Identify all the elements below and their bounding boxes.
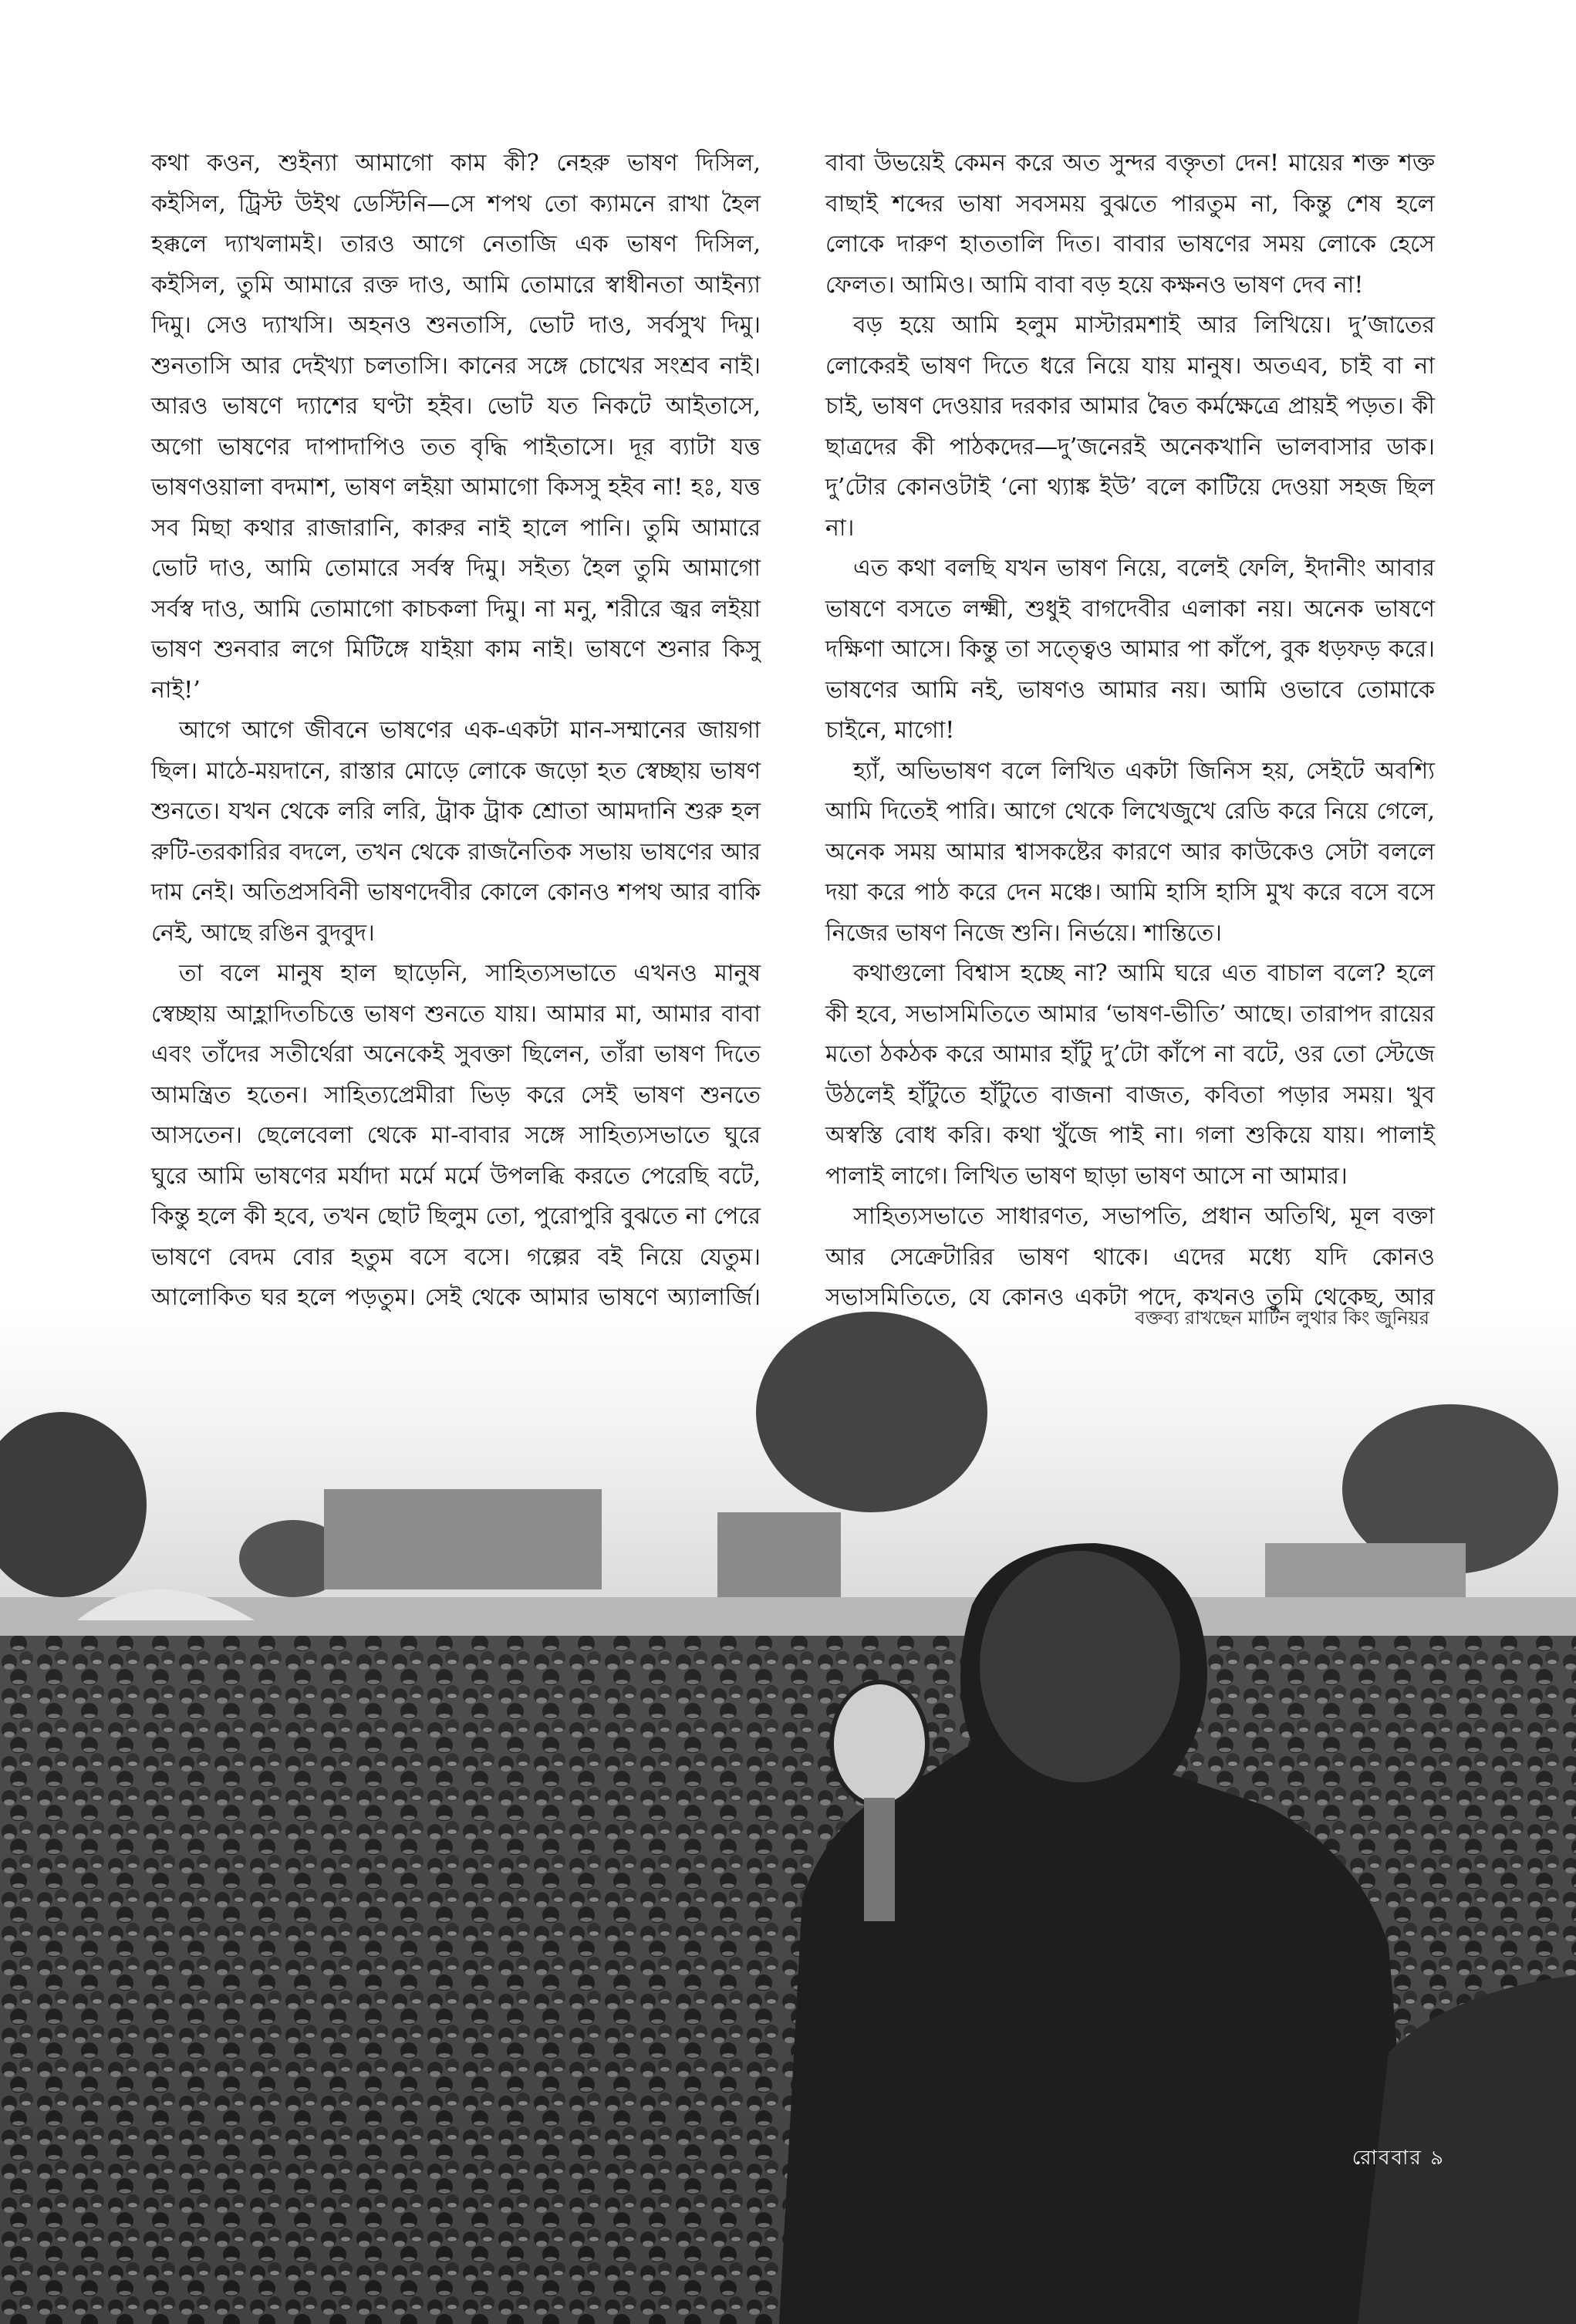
left-column <box>151 144 761 1400</box>
right-column <box>825 144 1435 1400</box>
paragraph: বাবা উভয়েই কেমন করে অত সুন্দর বক্তৃতা দেন! মায়ের শক্ত শক্ত বাছাই শব্দের ভাষা সবসময় বুঝতে পারতুম না, কিন্তু শেষ হলে লোকে দারুণ হাততালি দিত। বাবার ভাষণের সময় লোকে হেসে ফেলত। আমিও। আমি বাবা বড় হয়ে কক্ষনও ভাষণ দেব না! <box>825 150 1435 299</box>
paragraph: বড় হয়ে আমি হলুম মাস্টারমশাই আর লিখিয়ে। দু’জাতের লোকেরই ভাষণ দিতে ধরে নিয়ে যায় মানুষ। অতএব, চাই বা না চাই, ভাষণ দেওয়ার দরকার আমার দ্বৈত কর্মক্ষেত্রে প্রায়ই পড়ত। কী ছাত্রদের কী পাঠকদের—দু’জনেরই অনেকখানি ভালবাসার ডাক। দু’টোর কোনওটাই ‘নো থ্যাঙ্ক ইউ’ বলে কাটিয়ে দেওয়া সহজ ছিল না। <box>825 312 1435 542</box>
paragraph: কথা কওন, শুইন্যা আমাগো কাম কী? নেহরু ভাষণ দিসিল, কইসিল, ট্রিস্ট উইথ ডেস্টিনি—সে শপথ তো ক্যামনে রাখা হৈল হক্কলে দ্যাখলামই। তারও আগে নেতাজি এক ভাষণ দিসিল, কইসিল, তুমি আমারে রক্ত দাও, আমি তোমারে স্বাধীনতা আইন্যা দিমু। সেও দ্যাখসি। অহনও শুনতাসি, ভোট দাও, সর্বসুখ দিমু। শুনতাসি আর দেইখ্যা চলতাসি। কানের সঙ্গে চোখের সংশ্রব নাই। আরও ভাষণে দ্যাশের ঘণ্টা হইব। ভোট যত নিকটে আইতাসে, অগো ভাষণের দাপাদাপিও তত বৃদ্ধি পাইতাসে। দূর ব্যাটা যত্ত ভাষণওয়ালা বদমাশ, ভাষণ লইয়া আমাগো কিসসু হইব না! হঃ, যত্ত সব মিছা কথার রাজারানি, কারুর নাই হালে পানি। তুমি আমারে ভোট দাও, আমি তোমারে সর্বস্ব দিমু। সইত্য হৈল তুমি আমাগো সর্বস্ব দাও, আমি তোমাগো কাচকলা দিমু। না মনু, শরীরে জ্বর লইয়া ভাষণ শুনবার লগে মিটিঙ্গে যাইয়া কাম নাই। ভাষণে শুনার কিসু নাই!’ <box>151 150 761 704</box>
paragraph: আগে আগে জীবনে ভাষণের এক-একটা মান-সম্মানের জায়গা ছিল। মাঠে-ময়দানে, রাস্তার মোড়ে লোকে জড়ো হত স্বেচ্ছায় ভাষণ শুনতে। যখন থেকে লরি লরি, ট্রাক ট্রাক শ্রোতা আমদানি শুরু হল রুটি-তরকারির বদলে, তখন থেকে রাজনৈতিক সভায় ভাষণের আর দাম নেই। অতিপ্রসবিনী ভাষণদেবীর কোলে কোনও শপথ আর বাকি নেই, আছে রঙিন বুদবুদ। <box>151 717 761 947</box>
article-body <box>151 144 1435 1400</box>
crowd-photo <box>0 1312 1576 2324</box>
paragraph: এত কথা বলছি যখন ভাষণ নিয়ে, বলেই ফেলি, ইদানীং আবার ভাষণে বসতে লক্ষ্মী, শুধুই বাগদেবীর এলাকা নয়। অনেক ভাষণে দক্ষিণা আসে। কিন্তু তা সত্ত্বেও আমার পা কাঁপে, বুক ধড়ফড় করে। ভাষণের আমি নই, ভাষণও আমার নয়। আমি ওভাবে তোমাকে চাইনে, মাগো! <box>825 555 1435 744</box>
paragraph: তা বলে মানুষ হাল ছাড়েনি, সাহিত্যসভাতে এখনও মানুষ স্বেচ্ছায় আহ্লাদিতচিত্তে ভাষণ শুনতে যায়। আমার মা, আমার বাবা এবং তাঁদের সতীর্থেরা অনেকেই সুবক্তা ছিলেন, তাঁরা ভাষণ দিতে আমন্ত্রিত হতেন। সাহিত্যপ্রেমীরা ভিড় করে সেই ভাষণ শুনতে আসতেন। ছেলেবেলা থেকে মা-বাবার সঙ্গে সাহিত্যসভাতে ঘুরে ঘুরে আমি ভাষণের মর্যাদা মর্মে মর্মে উপলব্ধি করতে পেরেছি বটে, কিন্তু হলে কী হবে, তখন ছোট ছিলুম তো, পুরোপুরি বুঝতে না পেরে ভাষণে বেদম বোর হতুম বসে বসে। গল্পের বই নিয়ে যেতুম। আলোকিত ঘর হলে পড়তুম। সেই থেকে আমার ভাষণে অ্যালার্জি। <box>151 960 761 1311</box>
page-folio: রোববার ৯ <box>1352 2147 1445 2170</box>
paragraph: কথাগুলো বিশ্বাস হচ্ছে না? আমি ঘরে এত বাচাল বলে? হলে কী হবে, সভাসমিতিতে আমার ‘ভাষণ-ভীতি’ আছে। তারাপদ রায়ের মতো ঠকঠক করে আমার হাঁটু দু’টো কাঁপে না বটে, ওর তো স্টেজে উঠলেই হাঁটুতে হাঁটুতে বাজনা বাজত, কবিতা পড়ার সময়। খুব অস্বস্তি বোধ করি। কথা খুঁজে পাই না। গলা শুকিয়ে যায়। পালাই পালাই লাগে। লিখিত ভাষণ ছাড়া ভাষণ আসে না আমার। <box>825 960 1435 1190</box>
paragraph: হ্যাঁ, অভিভাষণ বলে লিখিত একটা জিনিস হয়, সেইটে অবশ্যি আমি দিতেই পারি। আগে থেকে লিখেজুখে রেডি করে নিয়ে গেলে, অনেক সময় আমার শ্বাসকষ্টের কারণে আর কাউকেও সেটা বললে দয়া করে পাঠ করে দেন মঞ্চে। আমি হাসি হাসি মুখ করে বসে বসে নিজের ভাষণ নিজে শুনি। নির্ভয়ে। শান্তিতে। <box>825 757 1435 947</box>
paragraph: সাহিত্যসভাতে সাধারণত, সভাপতি, প্রধান অতিথি, মূল বক্তা আর সেক্রেটারির ভাষণ থাকে। এদের মধ্যে যদি কোনও সভাসমিতিতে, যে কোনও একটা পদে, কখনও তুমি থেকেছ, আর <box>825 1203 1435 1311</box>
photo-caption: বক্তব্য রাখছেন মার্টিন লুথার কিং জুনিয়র <box>1135 1307 1429 1329</box>
